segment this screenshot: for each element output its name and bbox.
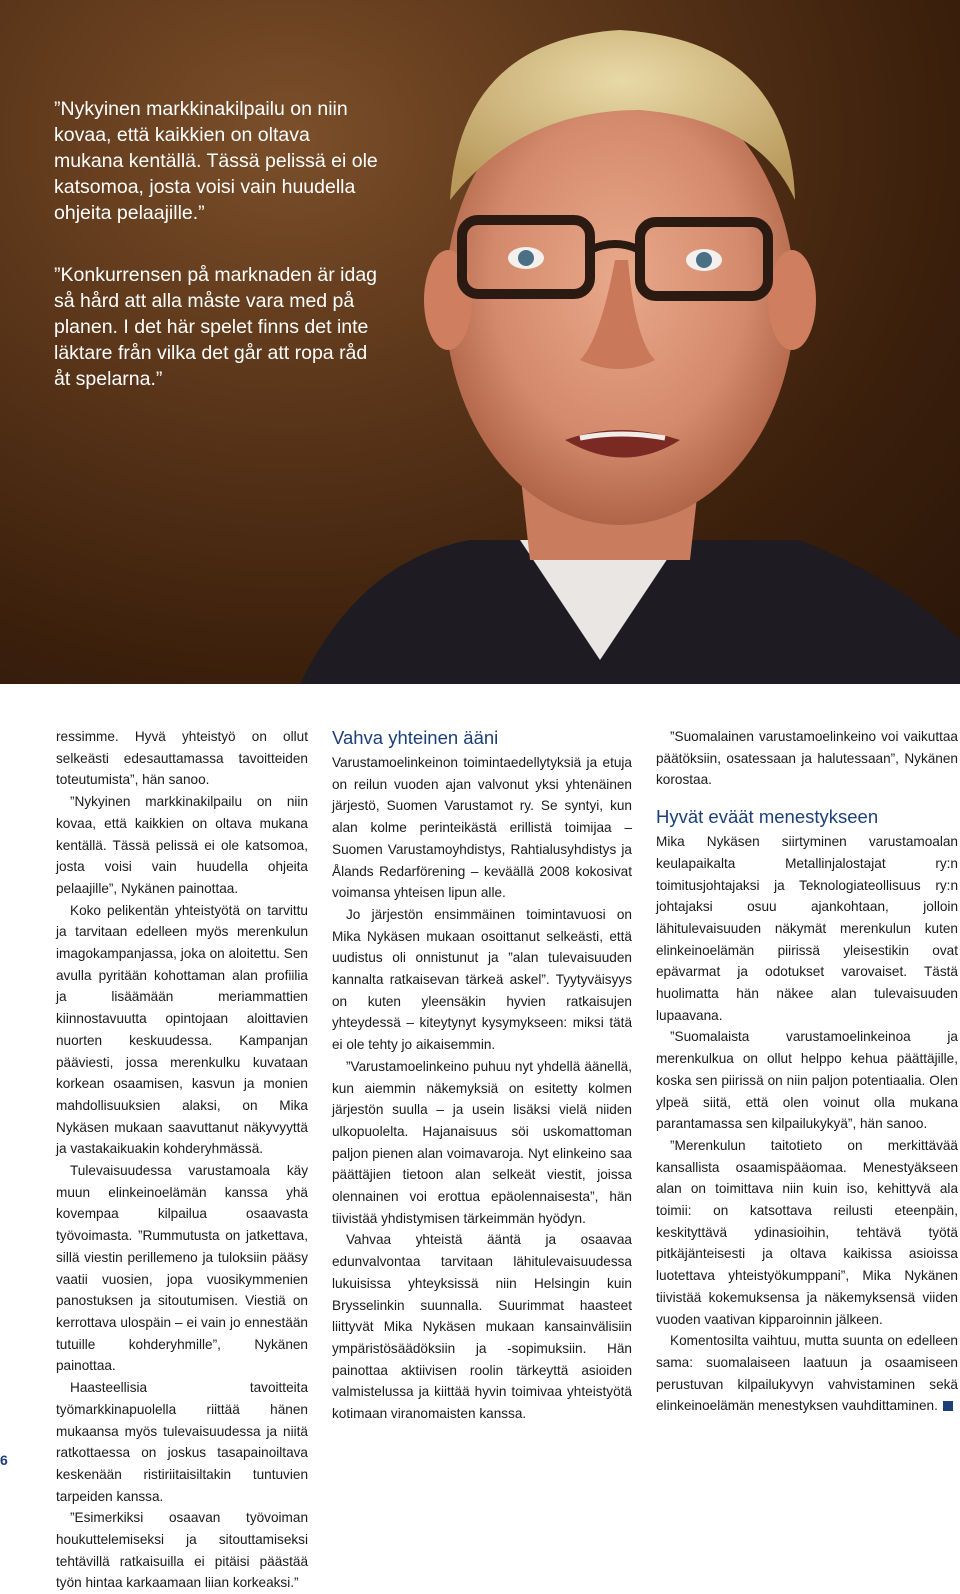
article-paragraph-last	[656, 1330, 958, 1417]
section-heading: Vahva yhteinen ääni	[332, 727, 499, 748]
article-paragraph: Koko pelikentän yhteistyötä on tarvittu ja tarvitaan edelleen myös merenkulun imagokampanjassa, joka on aloitettu. Sen avulla pyritään kohottaman alan profiilia ja lisäämään meriammattien kiinnostavuutta opintojaan aloittavien nuorten keskuudessa. Kampanjan pääviesti, jossa merenkulku kuvataan korkean osaamisen, kasvun ja monien mahdollisuuksien alaksi, on Mika Nykäsen mukaan saavuttanut näkyvyyttä ja vastakaikuakin kohderyhmässä.	[56, 902, 308, 1157]
article-paragraph: ”Suomalainen varustamoelinkeino voi vaikuttaa päätöksiin, osatessaan ja halutessaan”, Nykänen korostaa.	[656, 729, 958, 788]
article-paragraph: Jo järjestön ensimmäinen toimintavuosi on Mika Nykäsen mukaan osoittanut selkeästi, että uudistus oli onnistunut ja ”alan tulevaisuuden kannalta ratkaisevan tärkeä askel”. Tyytyväisyys on kuten yleensäkin hyvien ratkaisujen yhteydessä – kiteytynyt kysymykseen: miksi tätä ei ole tehty jo aikaisemmin.	[332, 906, 632, 1053]
hero-quote-swedish: ”Konkurrensen på marknaden är idag så hård att alla måste vara med på planen. I det här spelet finns det inte läktare från vilka det går att ropa råd åt spelarna.”	[54, 264, 378, 390]
end-of-article-square-icon	[943, 1401, 953, 1411]
article-paragraph: ”Merenkulun taitotieto on merkittävää kansallista osaamispääomaa. Menestyäkseen alan on toimittava niin kuin iso, kehittyvä ala toimii: on katsottava reilusti eteenpäin, keskityttävä ydinasioihin, tehtävä työtä pitkäjänteisesti ja oltava kaikissa asioissa luotettava yhteistyökumppani”, Mika Nykänen tiivistää kokemuksensa ja näkemyksensä viiden vuoden vaativan kipparoinnin jälkeen.	[656, 1137, 958, 1327]
article-paragraph: Varustamoelinkeinon toimintaedellytyksiä ja etuja on reilun vuoden ajan valvonut yksi yhtenäinen järjestö, Suomen Varustamot ry. Se syntyi, kun alan kolme perinteikästä erillistä toimijaa – Suomen Varustamoyhdistys, Rahtialusyhdistys ja Ålands Redarförening – keväällä 2008 kokosivat voimansa yhteisen lipun alle.	[332, 755, 632, 901]
section-heading: Hyvät eväät menestykseen	[656, 806, 879, 828]
article-paragraph: ”Varustamoelinkeino puhuu nyt yhdellä äänellä, kun aiemmin näkemyksiä on esitetty kolmen järjestön suulla – ja usein lisäksi vielä niiden ulkopuolelta. Hajanaisuus söi uskomattoman paljon pienen alan voimavaroja. Nyt elinkeino saa päättäjien tietoon alan selkeät viestit, joissa olennainen voi erottua epäolennaisesta”, hän tiivistää yhdistymisen tärkeimmän hyödyn.	[332, 1058, 632, 1226]
article-paragraph: Vahvaa yhteistä ääntä ja osaavaa edunvalvontaa tarvitaan lähitulevaisuudessa lukuisissa yhteyksissä niin Helsingin kuin Brysselinkin suunnalla. Suurimmat haasteet liittyvät Mika Nykäsen mukaan kansainvälisiin ympäristösäädöksiin ja -sopimuksiin. Hän painottaa aktiivisen roolin tärkeyttä asioiden valmistelussa ja kiittää hyvin toimivaa yhteistyötä kotimaan viranomaisten kanssa.	[332, 1232, 632, 1422]
article-paragraph: Tulevaisuudessa varustamoala käy muun elinkeinoelämän kanssa yhä kovempaa kilpailua osaavasta työvoimasta. ”Rummutusta on jatkettava, sillä viestin perillemeno ja tuloksiin pääsy vaatii vuosien, jopa vuosikymmenien panostuksen ja sitoutumisen. Viestiä on kerrottava ulospäin – ei vain jo ennestään tutuille kohderyhmille”, Nykänen painottaa.	[56, 1163, 308, 1374]
hero-quote-finnish: ”Nykyinen markkinakilpailu on niin kovaa, että kaikkien on oltava mukana kentällä. Tässä pelissä ei ole katsomoa, josta voisi vain huudella ohjeita pelaajille.”	[54, 98, 378, 224]
article-paragraph: Mika Nykäsen siirtyminen varustamoalan keulapaikalta Metallinjalostajat ry:n toimitusjohtajaksi ja Teknologiateollisuus ry:n johtajaksi osuu ajankohtaan, jolloin lähitulevaisuuden näkymät merenkulun kuten elinkeinoelämän piirissä yleisestikin ovat epävarmat ja odotukset varovaiset. Tästä huolimatta hän näkee alan tulevaisuuden lupaavana.	[656, 834, 958, 1023]
article-paragraph: ressimme. Hyvä yhteistyö on ollut selkeästi edesauttamassa tavoitteiden toteutumista”, hän sanoo.	[56, 729, 308, 788]
article-paragraph: ”Esimerkiksi osaavan työvoiman houkuttelemiseksi ja sitouttamiseksi tehtävillä ratkaisuilla ei pitäisi päästää työn hintaa karkaamaan liian korkeaksi.”	[56, 1510, 308, 1591]
article-column-2	[332, 726, 632, 1425]
page-number: 6	[0, 1452, 8, 1468]
hero-photo	[0, 0, 960, 684]
hero-quotes	[54, 96, 384, 428]
article-paragraph: Haasteellisia tavoitteita työmarkkinapuolella riittää hänen mukaansa myös tulevaisuudessa ja niitä ratkottaessa on joskus tasapainoiltava keskenään ristiriitaisiltakin tuntuvien tarpeiden kanssa.	[56, 1380, 308, 1504]
article-paragraph-text: Komentosilta vaihtuu, mutta suunta on edelleen sama: suomalaiseen laatuun ja osaamiseen perustuvan kilpailukyvyn vahvistaminen sekä elinkeinoelämän menestyksen vauhdittaminen.	[656, 1333, 958, 1414]
article-paragraph: ”Nykyinen markkinakilpailu on niin kovaa, että kaikkien on oltava mukana kentällä. Tässä pelissä ei ole katsomoa, josta voisi vain huudella ohjeita pelaajille”, Nykänen painottaa.	[56, 794, 308, 896]
article-column-1	[56, 726, 308, 1594]
article-paragraph: ”Suomalaista varustamoelinkeinoa ja merenkulkua on ollut helppo kehua päättäjille, koska sen piirissä on niin paljon potentiaalia. Olen ylpeä siitä, että olen voinut olla mukana parantamassa sen kilpailukykyä”, hän sanoo.	[656, 1029, 958, 1132]
article-column-3	[656, 726, 958, 1417]
